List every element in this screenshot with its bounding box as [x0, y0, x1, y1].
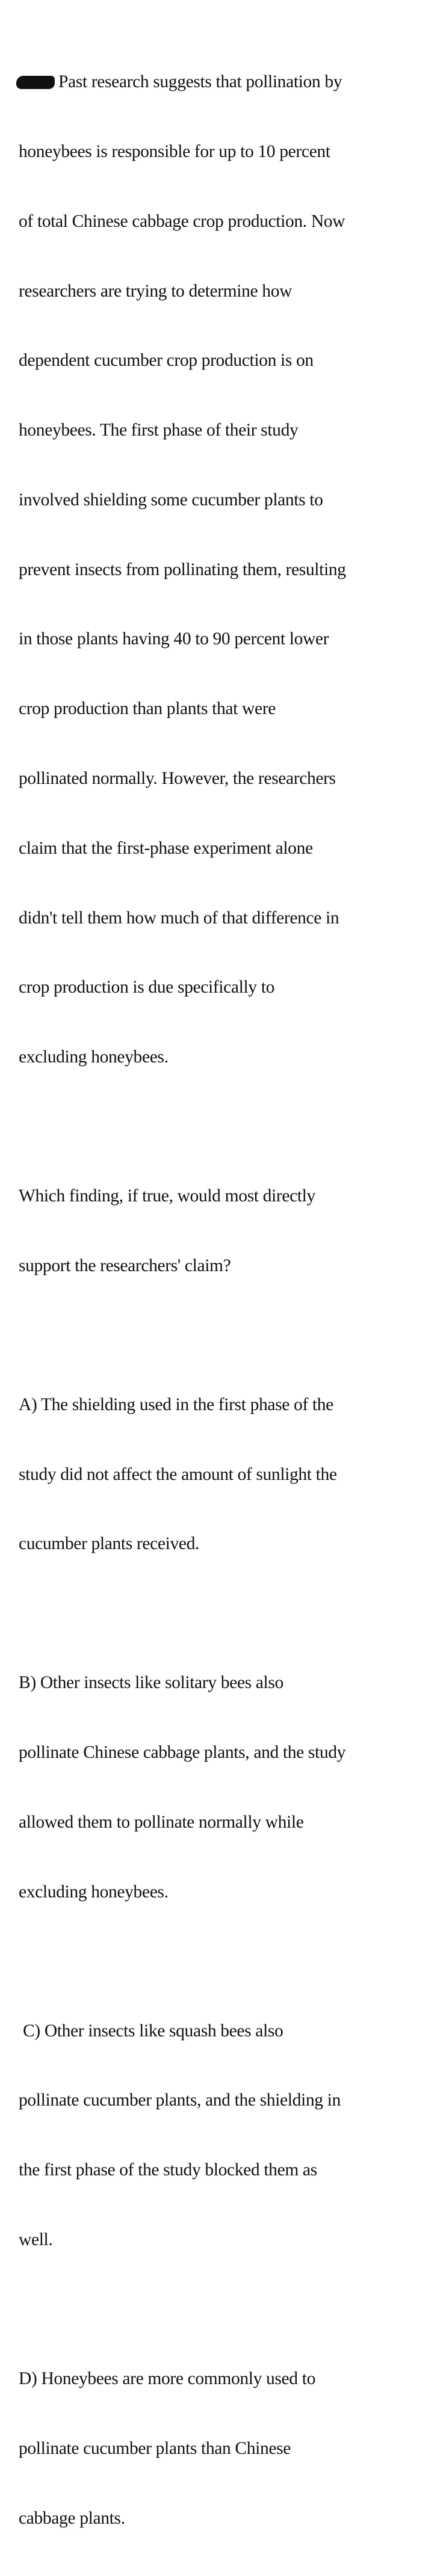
passage-line: didn't tell them how much of that difference in: [19, 908, 339, 928]
passage-line: in those plants having 40 to 90 percent lower: [19, 629, 329, 649]
choice-c-line: the first phase of the study blocked them as: [19, 2160, 317, 2180]
passage-paragraph: [19, 24, 416, 1115]
paragraph-spacer: [19, 2298, 416, 2321]
passage-line: researchers are trying to determine how: [19, 281, 293, 301]
passage-line: involved shielding some cucumber plants to: [19, 490, 323, 510]
passage-line: [19, 70, 416, 94]
choice-a-line: A) The shielding used in the first phase of the: [19, 1394, 333, 1414]
choice-c-line: well.: [19, 2230, 53, 2250]
question-line: support the researchers' claim?: [19, 1256, 231, 1275]
choice-c[interactable]: [19, 1973, 416, 2298]
choice-a-line: study did not affect the amount of sunlight the: [19, 1464, 337, 1484]
redaction-mark: [16, 76, 55, 89]
choice-d-line: cabbage plants.: [19, 2508, 125, 2528]
choice-b-line: excluding honeybees.: [19, 1882, 169, 1902]
choice-c-line: pollinate cucumber plants, and the shielding in: [19, 2091, 341, 2110]
choice-d-line: D) Honeybees are more commonly used to: [19, 2369, 315, 2388]
passage-line: claim that the first-phase experiment alone: [19, 838, 313, 858]
choice-b-line: allowed them to pollinate normally while: [19, 1812, 304, 1832]
choice-c-line: C) Other insects like squash bees also: [19, 2021, 283, 2041]
choice-b-line: B) Other insects like solitary bees also: [19, 1673, 283, 1693]
passage-line: honeybees. The first phase of their study: [19, 421, 299, 440]
passage-line: crop production is due specifically to: [19, 978, 274, 997]
passage-line: pollinated normally. However, the researchers: [19, 769, 336, 788]
question-prompt: [19, 1138, 416, 1324]
passage-line: of total Chinese cabbage crop production. Now: [19, 211, 345, 231]
choice-a[interactable]: [19, 1347, 416, 1603]
passage-line: excluding honeybees.: [19, 1047, 169, 1067]
passage-line: dependent cucumber crop production is on: [19, 351, 314, 371]
paragraph-spacer: [19, 1324, 416, 1347]
paragraph-spacer: [19, 1602, 416, 1625]
question-line: Which finding, if true, would most directly: [19, 1186, 315, 1206]
passage-line: prevent insects from pollinating them, resulting: [19, 559, 346, 579]
question-document: [19, 24, 416, 2576]
passage-line: honeybees is responsible for up to 10 percent: [19, 141, 330, 161]
choice-a-line: cucumber plants received.: [19, 1534, 200, 1554]
choice-b-line: pollinate Chinese cabbage plants, and the study: [19, 1743, 346, 1763]
choice-d-line: pollinate cucumber plants than Chinese: [19, 2438, 291, 2458]
passage-line-text: Past research suggests that pollination by: [58, 72, 342, 92]
paragraph-spacer: [19, 1950, 416, 1973]
paragraph-spacer: [19, 1115, 416, 1138]
passage-line: crop production than plants that were: [19, 699, 276, 719]
choice-d[interactable]: [19, 2321, 416, 2576]
choice-b[interactable]: [19, 1625, 416, 1950]
